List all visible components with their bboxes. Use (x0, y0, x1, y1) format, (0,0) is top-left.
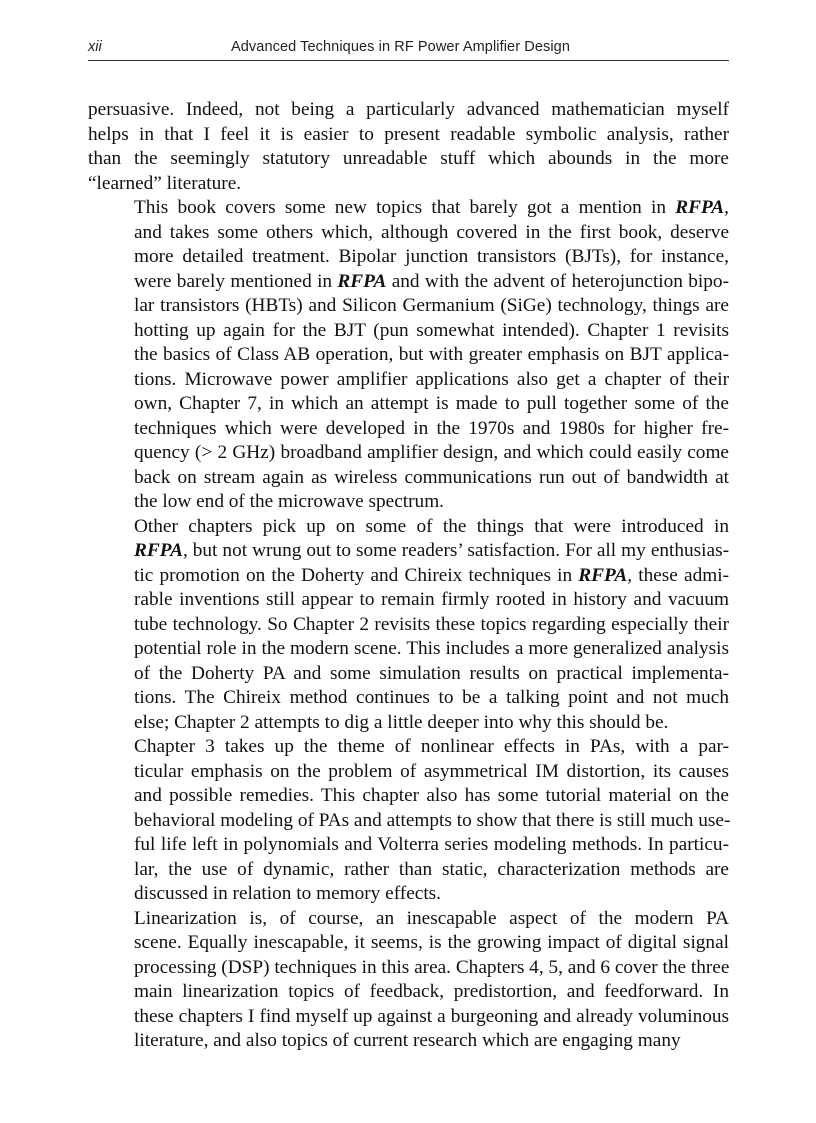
page-number: xii (88, 39, 102, 55)
text-run: hotting up again for the BJT (pun somewhat intended). Chapter 1 revisits (134, 319, 729, 341)
paragraph (88, 98, 729, 196)
text-run: persuasive. Indeed, not being a particularly advanced mathematician myself (88, 99, 729, 120)
text-line (88, 196, 729, 221)
book-title-reference: RFPA (578, 564, 628, 586)
text-line (88, 466, 729, 491)
text-line (88, 564, 729, 589)
text-run: discussed in relation to memory effects. (134, 883, 441, 904)
text-line (88, 319, 729, 344)
text-run: tube technology. So Chapter 2 revisits these topics regarding especially their (134, 613, 729, 635)
running-header (88, 38, 729, 61)
text-run: main linearization topics of feedback, predistortion, and feedforward. In (134, 981, 729, 1002)
text-run: literature, and also topics of current research which are engaging many (134, 1030, 681, 1051)
text-line (88, 490, 729, 515)
text-run: tic promotion on the Doherty and Chireix techniques in (134, 564, 579, 586)
text-run: the low end of the microwave spectrum. (134, 491, 445, 512)
text-run: Chapter 3 takes up the theme of nonlinear effects in PAs, with a par- (134, 736, 729, 757)
text-run: This book covers some new topics that barely got a mention in (134, 197, 676, 218)
text-line (88, 588, 729, 613)
text-line (88, 1029, 729, 1054)
text-line (88, 735, 729, 760)
text-line (88, 539, 729, 564)
text-run: techniques which were developed in the 1970s and 1980s for higher fre- (134, 417, 729, 439)
text-line (88, 613, 729, 638)
text-run: “learned” literature. (88, 172, 242, 194)
text-run: of the Doherty PA and some simulation results on practical implementa- (134, 662, 729, 684)
text-line (88, 980, 729, 1005)
text-run: tions. Microwave power amplifier applications also get a chapter of their (134, 368, 729, 390)
text-run: the basics of Class AB operation, but with greater emphasis on BJT applica- (134, 344, 729, 365)
text-line (88, 1005, 729, 1030)
text-line (88, 882, 729, 907)
text-line (88, 221, 729, 246)
text-line (88, 147, 729, 172)
book-title-reference: RFPA (134, 540, 183, 561)
text-run: behavioral modeling of PAs and attempts to show that there is still much use- (134, 809, 731, 831)
text-run: rable inventions still appear to remain firmly rooted in history and vacuum (134, 589, 729, 610)
text-run: were barely mentioned in (134, 270, 338, 292)
text-run: back on stream again as wireless communications run out of bandwidth at (134, 466, 729, 488)
text-run: helps in that I feel it is easier to present readable symbolic analysis, rather (88, 123, 729, 145)
text-run: and takes some others which, although covered in the first book, deserve (134, 221, 729, 243)
text-run: scene. Equally inescapable, it seems, is the growing impact of digital signal (134, 932, 729, 953)
text-run: quency (> 2 GHz) broadband amplifier design, and which could easily come (134, 442, 729, 463)
text-run: and possible remedies. This chapter also has some tutorial material on the (134, 785, 729, 806)
text-line (88, 711, 729, 736)
body-text (88, 98, 729, 1054)
text-line (88, 270, 729, 295)
paragraph (88, 735, 729, 907)
book-title-reference: RFPA (337, 270, 387, 292)
text-line (88, 662, 729, 687)
text-line (88, 931, 729, 956)
text-line (88, 343, 729, 368)
text-line (88, 123, 729, 148)
text-line (88, 172, 729, 197)
text-run: processing (DSP) techniques in this area. Chapters 4, 5, and 6 cover the three (134, 956, 730, 978)
text-run: these chapters I find myself up against a burgeoning and already voluminous (134, 1005, 729, 1027)
text-run: ticular emphasis on the problem of asymmetrical IM distortion, its causes (134, 760, 729, 782)
text-run: more detailed treatment. Bipolar junction transistors (BJTs), for instance, (134, 246, 729, 267)
text-run: lar, the use of dynamic, rather than static, characterization methods are (134, 858, 729, 880)
text-run: , but not wrung out to some readers’ satisfaction. For all my enthusias- (182, 540, 729, 561)
paragraph (88, 515, 729, 736)
paragraph (88, 907, 729, 1054)
book-title-reference: RFPA (675, 197, 725, 218)
text-line (88, 809, 729, 834)
text-run: than the seemingly statutory unreadable stuff which abounds in the more (88, 148, 729, 169)
text-line (88, 368, 729, 393)
text-run: ful life left in polynomials and Volterra series modeling methods. In particu- (134, 834, 729, 855)
text-line (88, 417, 729, 442)
text-line (88, 784, 729, 809)
paragraph (88, 196, 729, 515)
text-line (88, 245, 729, 270)
text-run: lar transistors (HBTs) and Silicon Germanium (SiGe) technology, things are (134, 295, 729, 316)
text-run: , (724, 197, 729, 218)
text-line (88, 637, 729, 662)
text-line (88, 515, 729, 540)
text-line (88, 833, 729, 858)
text-run: and with the advent of heterojunction bipo- (386, 270, 729, 292)
text-run: potential role in the modern scene. This includes a more generalized analysis (134, 638, 729, 659)
text-line (88, 392, 729, 417)
text-line (88, 907, 729, 932)
running-title: Advanced Techniques in RF Power Amplifier Design (231, 39, 571, 55)
text-run: else; Chapter 2 attempts to dig a little deeper into why this should be. (134, 711, 669, 733)
text-line (88, 686, 729, 711)
text-run: , these admi- (627, 564, 729, 586)
text-run: own, Chapter 7, in which an attempt is made to pull together some of the (134, 393, 729, 414)
text-run: tions. The Chireix method continues to be a talking point and not much (134, 687, 729, 708)
text-line (88, 441, 729, 466)
text-line (88, 760, 729, 785)
text-run: Linearization is, of course, an inescapable aspect of the modern PA (134, 907, 729, 929)
text-line (88, 294, 729, 319)
text-run: Other chapters pick up on some of the things that were introduced in (134, 515, 729, 537)
text-line (88, 858, 729, 883)
text-line (88, 98, 729, 123)
text-line (88, 956, 729, 981)
